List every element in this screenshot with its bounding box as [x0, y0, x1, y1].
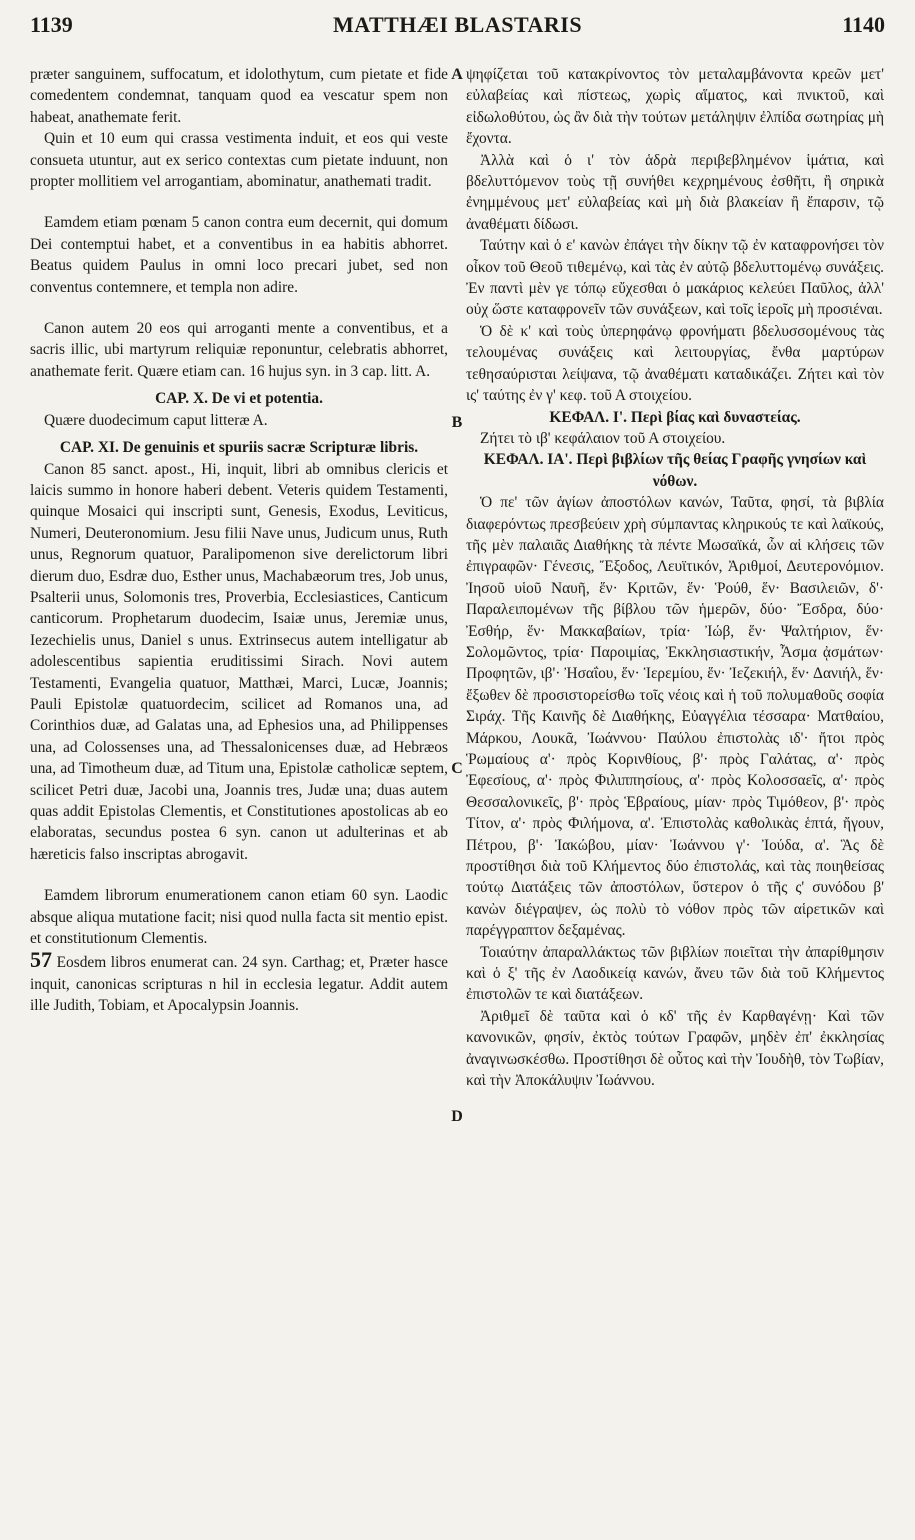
chapter-11-heading-greek: ΚΕΦΑΛ. ΙΑ'. Περὶ βιβλίων τῆς θείας Γραφῆς γνησίων καὶ νόθων.: [483, 451, 867, 490]
page-number-right: 1140: [842, 12, 885, 37]
greek-paragraph: Ὁ δὲ κ' καὶ τοὺς ὑπερηφάνῳ φρονήματι βδελυσσομένους τὰς τελουμένας συνάξεις καὶ λειτουργίας, ἔνθα μαρτύρων τεθησαύρισται λείψανα, τῷ ἀναθέματι καταδικάζει. Ζήτει καὶ τὸν ις' ταύτης ἐν γ' κεφ. τοῦ Α στοιχείου.: [466, 322, 884, 405]
latin-paragraph: præter sanguinem, suffocatum, et idolothytum, cum pietate et fide comedentem condemnat, tanquam quod ea vescatur spem non habeat, anathemate ferit.: [30, 66, 448, 126]
greek-paragraph: Ζήτει τὸ ιβ' κεφάλαιον τοῦ Α στοιχείου.: [480, 429, 726, 447]
latin-paragraph: Canon 85 sanct. apost., Hi, inquit, libri ab omnibus clericis et laicis summo in honore haberi debent. Veteris quidem Testamenti, quinque Mosaici qui inscripti sunt, Genesis, Exodus, Leviticus, Numeri, Deuteronomium. Jesu filii Nave unus, Judicum unus, Ruth unus, Regnorum quatuor, Paralipomenon sive derelictorum libri dierum duo, Esdræ duo, Esther unus, Machabæorum tres, Job unus, Psalterii unus, Solomonis tres, Proverbia, Ecclesiastices, Canticum canticorum. Prophetarum duodecim, Isaiæ unus, Jeremiæ unus, Iezechielis unus, Daniel s unus. Extrinsecus autem intelligatur ab adolescentibus sapientia eruditissimi Sirach. Novi autem Testamenti, Evangelia quatuor, Matthæi, Marci, Lucæ, Joannis; Pauli Epistolæ quatuordecim, scilicet ad Romanos una, ad Corinthios duæ, ad Galatas una, ad Ephesios una, ad Philippenses una, ad Colossenses una, ad Thessalonicenses duæ, ad Hebræos una, ad Timotheum duæ, ad Titum una, Epistolæ catholicæ septem, scilicet Petri duæ, Jacobi una, Joannis tres, Judæ una; duas autem quas addit Epistolas Clementis, et Constitutiones apostolicas ab eo elaboratas, secundus postea 6 syn. canon ut adulterinas et ab hæreticis falso inscriptas abrogavit.: [30, 460, 448, 863]
margin-letter-d: D: [451, 1108, 463, 1125]
greek-column: [466, 64, 884, 1500]
chapter-10-heading: CAP. X. De vi et potentia.: [155, 390, 323, 408]
margin-letter-c: C: [451, 760, 463, 777]
latin-paragraph: Quin et 10 eum qui crassa vestimenta induit, et eos qui veste consueta utuntur, aut ex serico contextas cum pietate induunt, non propter mollitiem vel arrogantiam, abominatur, anathemati tradit.: [30, 130, 448, 191]
chapter-10-heading-greek: ΚΕΦΑΛ. Ι'. Περὶ βίας καὶ δυναστείας.: [549, 408, 801, 426]
greek-paragraph: Ταύτην καὶ ὁ ε' κανὼν ἐπάγει τὴν δίκην τῷ ἐν καταφρονήσει τὸν οἶκον τοῦ Θεοῦ τιθεμένῳ, καὶ τὰς ἐν αὐτῷ βδελυττομένῳ συνάξεις. Ἐν παντὶ μὲν γε τόπῳ εὔχεσθαι ὁ μακάριος κελεύει Παῦλος, ἀλλ' οὐχ ὥστε καταφρονεῖν τῶν συνάξεων, καὶ τοῖς ἱεροῖς μὴ προσιέναι.: [466, 237, 884, 319]
greek-paragraph: ψηφίζεται τοῦ κατακρίνοντος τὸν μεταλαμβάνοντα κρεῶν μετ' εὐλαβείας καὶ πίστεως, χωρὶς αἵματος, καὶ πνικτοῦ, καὶ εἰδωλοθύτου, ὡς ἂν διὰ τὴν τούτων μετάληψιν ἐλπίδα σωτηρίας μὴ ἔχοντα.: [466, 66, 884, 148]
running-title: MATTHÆI BLASTARIS: [332, 12, 583, 37]
latin-paragraph-57: [30, 949, 448, 1016]
latin-column: [30, 64, 448, 1500]
chapter-11-heading: CAP. XI. De genuinis et spuriis sacræ Scripturæ libris.: [59, 439, 419, 457]
greek-paragraph: Ἀλλὰ καὶ ὁ ι' τὸν ἁδρὰ περιβεβλημένον ἱμάτια, καὶ βδελυττόμενον τοὺς τῇ συνήθει κεχρημένους ἐσθῆτι, ἢ σηρικὰ ἐνημμένους μετ' εὐλαβείας καὶ μὴ διὰ βλακείαν ἢ ἔπαρσιν, τῷ ἀναθέματι δίδωσι.: [466, 151, 884, 233]
greek-paragraph: Ἀριθμεῖ δὲ ταῦτα καὶ ὁ κδ' τῆς ἐν Καρθαγένῃ· Καὶ τῶν κανονικῶν, φησίν, ἐκτὸς τούτων Γραφῶν, μηδὲν ἐπ' ἐκκλησίας ἀναγινωσκέσθω. Προστίθησι δὲ οὗτος καὶ τὴν Ἰουδὴθ, τὸν Τωβίαν, καὶ τὴν Ἀποκάλυψιν Ἰωάννου.: [466, 1007, 884, 1090]
latin-paragraph: Canon autem 20 eos qui arroganti mente a conventibus, et a sacris illic, ubi martyrum reliquiæ reponuntur, celebratis abhorret, anathemate ferit. Quære etiam can. 16 hujus syn. in 3 cap. litt. A.: [30, 320, 448, 380]
latin-paragraph: Quære duodecimum caput litteræ A.: [44, 411, 268, 429]
margin-letter-b: B: [451, 414, 463, 431]
margin-letter-a: A: [451, 66, 463, 83]
greek-paragraph: Ὁ πε' τῶν ἁγίων ἀποστόλων κανών, Ταῦτα, φησί, τὰ βιβλία διαφερόντως πρεσβεύειν χρὴ σύμπαντας κληρικούς τε καὶ λαϊκούς, τῆς μὲν παλαιᾶς Διαθήκης τὰ πέντε Μωσαϊκά, ὧν αἱ κλήσεις τῶν ἐπιγραφῶν· Γένεσις, Ἔξοδος, Λευϊτικόν, Ἀριθμοί, Δευτερονόμιον. Ἰησοῦ υἱοῦ Ναυῆ, ἕν· Κριτῶν, ἕν· Ῥούθ, ἕν· Βασιλειῶν, δ'· Παραλειπομένων τῆς βίβλου τῶν ἡμερῶν, δύο· Ἔσδρα, δύο· Ἐσθήρ, ἕν· Μακκαβαίων, τρία· Ἰώβ, ἕν· Ψαλτήριον, ἕν· Σολομῶντος, τρία· Παροιμίας, Ἐκκλησιαστικήν, Ἆσμα ᾀσμάτων· Προφητῶν, ιβ'· Ἠσαΐου, ἕν· Ἱερεμίου, ἕν· Ἰεζεκιήλ, ἕν· Δανιήλ, ἕν· ἔξωθεν δὲ προσιστορείσθω τοῖς νέοις καὶ ἡ τοῦ πολυμαθοῦς σοφία Σιράχ. Τῆς Καινῆς δὲ Διαθήκης, Εὐαγγέλια τέσσαρα· Ματθαίου, Μάρκου, Λουκᾶ, Ἰωάννου· Παύλου ἐπιστολὰς ιδ'· ἤτοι πρὸς Ῥωμαίους α'· πρὸς Κορινθίους, β'· πρὸς Γαλάτας, α'· πρὸς Ἐφεσίους, α'· πρὸς Φιλιππησίους, α'· πρὸς Κολοσσαεῖς, α'· πρὸς Θεσσαλονικεῖς, β'· πρὸς Ἑβραίους, μίαν· πρὸς Τιμόθεον, β'· πρὸς Τίτον, α'· πρὸς Φιλήμονα, α'. Ἐπιστολὰς καθολικὰς ἑπτά, ἤγουν, Πέτρου, β'· Ἰακώβου, μίαν· Ἰωάννου γ'· Ἰούδα, α'. Ἃς δὲ προστίθησι διὰ τοῦ Κλήμεντος δύο ἐπιστολάς, καὶ τὰς ποιηθείσας τούτῳ Διατάξεις τῶν ἀποστόλων, ὕστερον ὁ τῆς ς' συνόδου β' κανὼν διέγραψεν, ὡς πολὺ τὸ νόθον πρὸς τῶν αἱρετικῶν καὶ παρέγγραπτον δεξαμένας.: [466, 494, 884, 940]
greek-paragraph: Τοιαύτην ἀπαραλλάκτως τῶν βιβλίων ποιεῖται τὴν ἀπαρίθμησιν καὶ ὁ ξ' τῆς ἐν Λαοδικείᾳ κανών, ἄνευ τῶν διὰ τοῦ Κλήμεντος ἐπιστολῶν τε καὶ διατάξεων.: [466, 943, 884, 1004]
page-number-left: 1139: [30, 12, 73, 37]
latin-paragraph-text: Eosdem libros enumerat can. 24 syn. Carthag; et, Præter hasce inquit, canonicas scripturas n hil in ecclesia legatur. Addit autem ille Judith, Tobiam, et Apocalypsin Joannis.: [30, 954, 448, 1015]
latin-paragraph: Eamdem librorum enumerationem canon etiam 60 syn. Laodic absque aliqua mutatione facit; nisi quod nulla facta sit mentio epist. et constitutionum Clementis.: [30, 887, 448, 948]
section-number: 57: [30, 947, 52, 973]
latin-paragraph: Eamdem etiam pœnam 5 canon contra eum decernit, qui domum Dei contemptui habet, et a conventibus in ea habitis abhorret. Beatus quidem Paulus in omni loco precari jubet, sed non conventus contemnere, et templa non adire.: [30, 214, 448, 296]
running-header: [30, 12, 885, 46]
